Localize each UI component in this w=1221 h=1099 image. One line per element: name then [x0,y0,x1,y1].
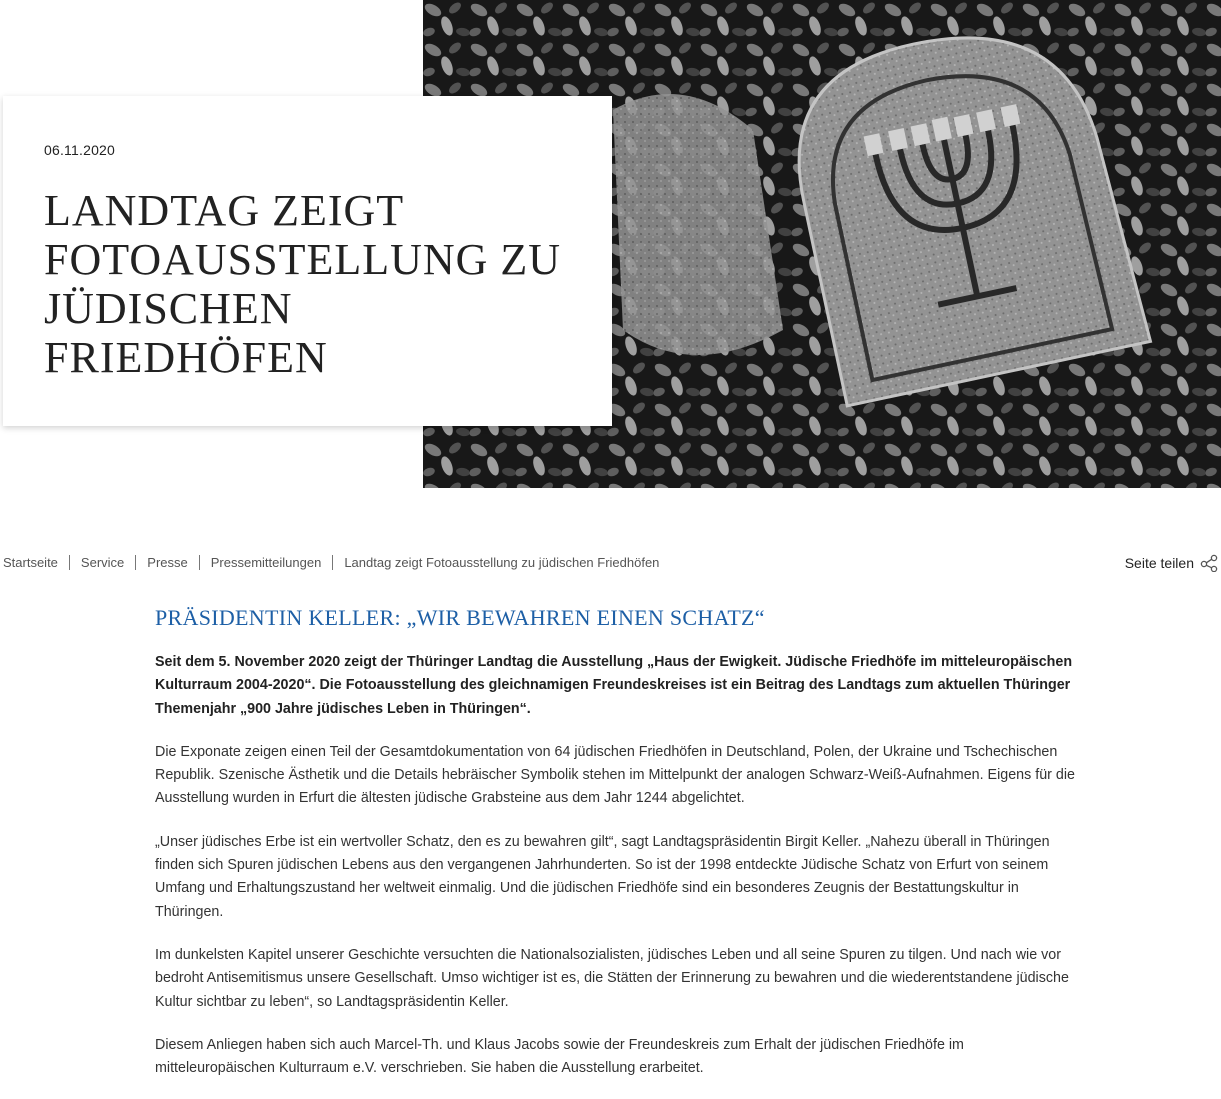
page-title: LANDTAG ZEIGT FOTOAUSSTELLUNG ZU JÜDISCHEN FRIEDHÖFEN [44,186,562,382]
article-paragraph: Im dunkelsten Kapitel unserer Geschichte versuchten die Nationalsozialisten, jüdisches Leben und all seine Spuren zu tilgen. Und nach wie vor bedroht Antisemitismus unsere Gesellschaft. Umso wichtiger ist es, die Stätten der Erinnerung zu bewahren und die wiederentstandene jüdische Kultur sichtbar zu leben“, so Landtagspräsidentin Keller. [155,946,1069,1010]
breadcrumb-separator [199,555,200,570]
title-card [3,96,612,426]
article-lead: Seit dem 5. November 2020 zeigt der Thüringer Landtag die Ausstellung „Haus der Ewigkeit. Jüdische Friedhöfe im mitteleuropäischen Kulturraum 2004-2020“. Die Fotoausstellung des gleichnamigen Freundeskreises ist ein Beitrag des Landtags zum aktuellen Thüringer Themenjahr „900 Jahre jüdisches Leben in Thüringen“. [155,654,1073,717]
breadcrumb-separator [332,555,333,570]
share-icon [1200,554,1218,572]
article-paragraph: Diesem Anliegen haben sich auch Marcel-Th. und Klaus Jacobs sowie der Freundeskreis zum Erhalt der jüdischen Friedhöfe im mitteleuropäischen Kulturraum e.V. verschrieben. Sie haben die Ausstellung erarbeitet. [155,1036,964,1077]
breadcrumb-current: Landtag zeigt Fotoausstellung zu jüdischen Friedhöfen [344,554,660,570]
share-button[interactable] [1125,554,1218,572]
article-subheadline: PRÄSIDENTIN KELLER: „WIR BEWAHREN EINEN SCHATZ“ [155,605,765,630]
breadcrumb-separator [135,555,136,570]
breadcrumb-item-service[interactable]: Service [80,554,125,570]
article-date: 06.11.2020 [44,142,116,158]
article-body [155,605,1075,1080]
share-label: Seite teilen [1124,555,1194,571]
article-paragraph: Die Exponate zeigen einen Teil der Gesamtdokumentation von 64 jüdischen Friedhöfen in Deutschland, Polen, der Ukraine und Tschechischen Republik. Szenische Ästhetik und die Details hebräischer Symbolik stehen im Mittelpunkt der analogen Schwarz-Weiß-Aufnahmen. Eigens für die Ausstellung wurden in Erfurt die ältesten jüdische Grabsteine aus dem Jahr 1244 abgelichtet. [155,743,1075,807]
breadcrumb-item-presse[interactable]: Presse [147,554,188,570]
article-paragraph: „Unser jüdisches Erbe ist ein wertvoller Schatz, den es zu bewahren gilt“, sagt Landtagspräsidentin Birgit Keller. „Nahezu überall in Thüringen finden sich Spuren jüdischen Lebens aus den vergangenen Jahrhunderten. So ist der 1998 entdeckte Jüdische Schatz von Erfurt von seinem Umfang und Erhaltungszustand her weltweit einmalig. Und die jüdischen Friedhöfe sind ein besonderes Zeugnis der Bestattungskultur in Thüringen. [155,833,1050,920]
breadcrumb-item-pressemitteilungen[interactable]: Pressemitteilungen [210,554,322,570]
bottom-fade [0,1077,1221,1099]
breadcrumb [3,553,659,571]
breadcrumb-separator [69,555,70,570]
breadcrumb-item-startseite[interactable]: Startseite [3,554,58,570]
